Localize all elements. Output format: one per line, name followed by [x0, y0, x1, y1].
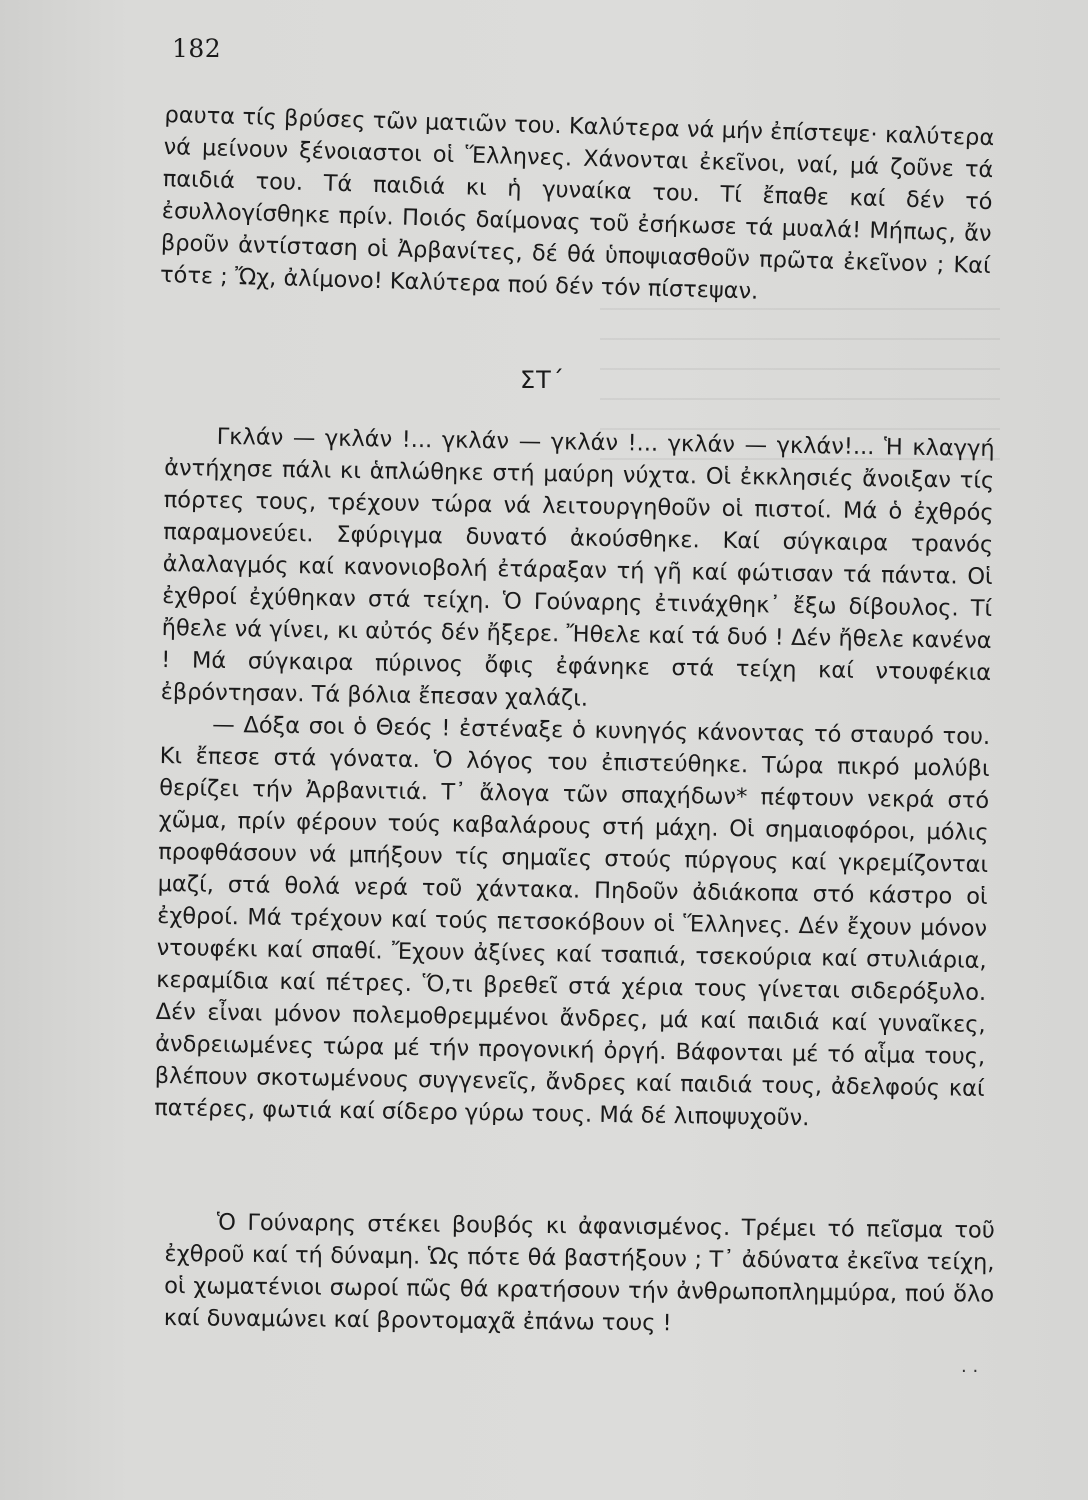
paragraph-block-3: [164, 1206, 995, 1343]
paragraph-bells: Γκλάν — γκλάν !... γκλάν — γκλάν !... γκλάν — γκλάν!... Ἡ κλαγγή ἀντήχησε πάλι κι ἁπλώθηκε στή μαύρη νύχτα. Οἱ ἐκκλησιές ἄνοιξαν τίς πόρτες τους, τρέχουν τώρα νά λειτουργηθοῦν οἱ πιστοί. Μά ὁ ἐχθρός παραμονεύει. Σφύριγμα δυνατό ἀκούσθηκε. Καί σύγκαιρα τρανός ἀλαλαγμός καί κανονιοβολή ἐτάραξαν τή γῆ καί φώτισαν τά πάντα. Οἱ ἐχθροί ἐχύθηκαν στά τείχη. Ὁ Γούναρης ἐτινάχθηκ᾽ ἔξω δίβουλος. Τί ἤθελε νά γίνει, κι αὐτός δέν ἤξερε. Ἤθελε καί τά δυό ! Δέν ἤθελε κανένα ! Μά σύγκαιρα πύρινος ὄφις ἐφάνηκε στά τείχη καί ντουφέκια ἐβρόντησαν. Τά βόλια ἔπεσαν χαλάζι.: [160, 423, 995, 712]
paragraph-block-1: [160, 99, 995, 314]
section-heading: ΣΤ΄: [520, 366, 565, 394]
trailing-mark: . .: [961, 1356, 979, 1377]
paragraph-battle: — Δόξα σοι ὁ Θεός ! ἐστέναξε ὁ κυνηγός κάνοντας τό σταυρό του. Κι ἔπεσε στά γόνατα. Ὁ λόγος του ἐπιστεύθηκε. Τώρα πικρό μολύβι θερίζει τήν Ἀρβανιτιά. Τ᾽ ἄλογα τῶν σπαχήδων* πέφτουν νεκρά στό χῶμα, πρίν φέρουν τούς καβαλάρους στή μάχη. Οἱ σημαιοφόροι, μόλις προφθάσουν νά μπήξουν τίς σημαῖες στούς πύργους καί γκρεμίζονται μαζί, στά θολά νερά τοῦ χάντακα. Πηδοῦν ἀδιάκοπα στό κάστρο οἱ ἐχθροί. Μά τρέχουν καί τούς πετσοκόβουν οἱ Ἕλληνες. Δέν ἔχουν μόνον ντουφέκι καί σπαθί. Ἔχουν ἀξίνες καί τσαπιά, τσεκούρια καί στυλιάρια, κεραμίδια καί πέτρες. Ὅ,τι βρεθεῖ στά χέρια τους γίνεται σιδερόξυλο. Δέν εἶναι μόνον πολεμοθρεμμένοι ἄνδρες, μά καί παιδιά καί γυναῖκες, ἀνδρειωμένες τώρα μέ τήν προγονική ὀργή. Βάφονται μέ τό αἷμα τους, βλέπουν σκοτωμένους συγγενεῖς, ἄνδρες καί παιδιά τους, ἀδελφούς καί πατέρες, φωτιά καί σίδερο γύρω τους. Μά δέ λιποψυχοῦν.: [153, 711, 991, 1132]
paragraph-gounaris: Ὁ Γούναρης στέκει βουβός κι ἀφανισμένος. Τρέμει τό πεῖσμα τοῦ ἐχθροῦ καί τή δύναμη. Ὡς πότε θά βαστήξουν ; Τ᾽ ἀδύνατα ἐκεῖνα τείχη, οἱ χωματένιοι σωροί πῶς θά κρατήσουν τήν ἀνθρωποπλημμύρα, πού ὅλο καί δυναμώνει καί βροντομαχᾶ ἐπάνω τους !: [163, 1209, 995, 1337]
paragraph-opening: ραυτα τίς βρύσες τῶν ματιῶν του. Καλύτερα νά μήν ἐπίστεψε· καλύτερα νά μείνουν ξένοιαστοι οἱ Ἕλληνες. Χάνονται ἐκεῖνοι, ναί, μά ζοῦνε τά παιδιά του. Τά παιδιά κι ἡ γυναίκα του. Τί ἔπαθε καί δέν τό ἐσυλλογίσθηκε πρίν. Ποιός δαίμονας τοῦ ἐσήκωσε τά μυαλά! Μήπως, ἄν βροῦν ἀντίσταση οἱ Ἀρβανίτες, δέ θά ὑποψιασθοῦν πρῶτα ἐκεῖνον ; Καί τότε ; Ὤχ, ἀλίμονο! Καλύτερα πού δέν τόν πίστεψαν.: [159, 101, 995, 305]
paragraph-block-2: [154, 420, 995, 1137]
page-number: 182: [172, 34, 222, 63]
